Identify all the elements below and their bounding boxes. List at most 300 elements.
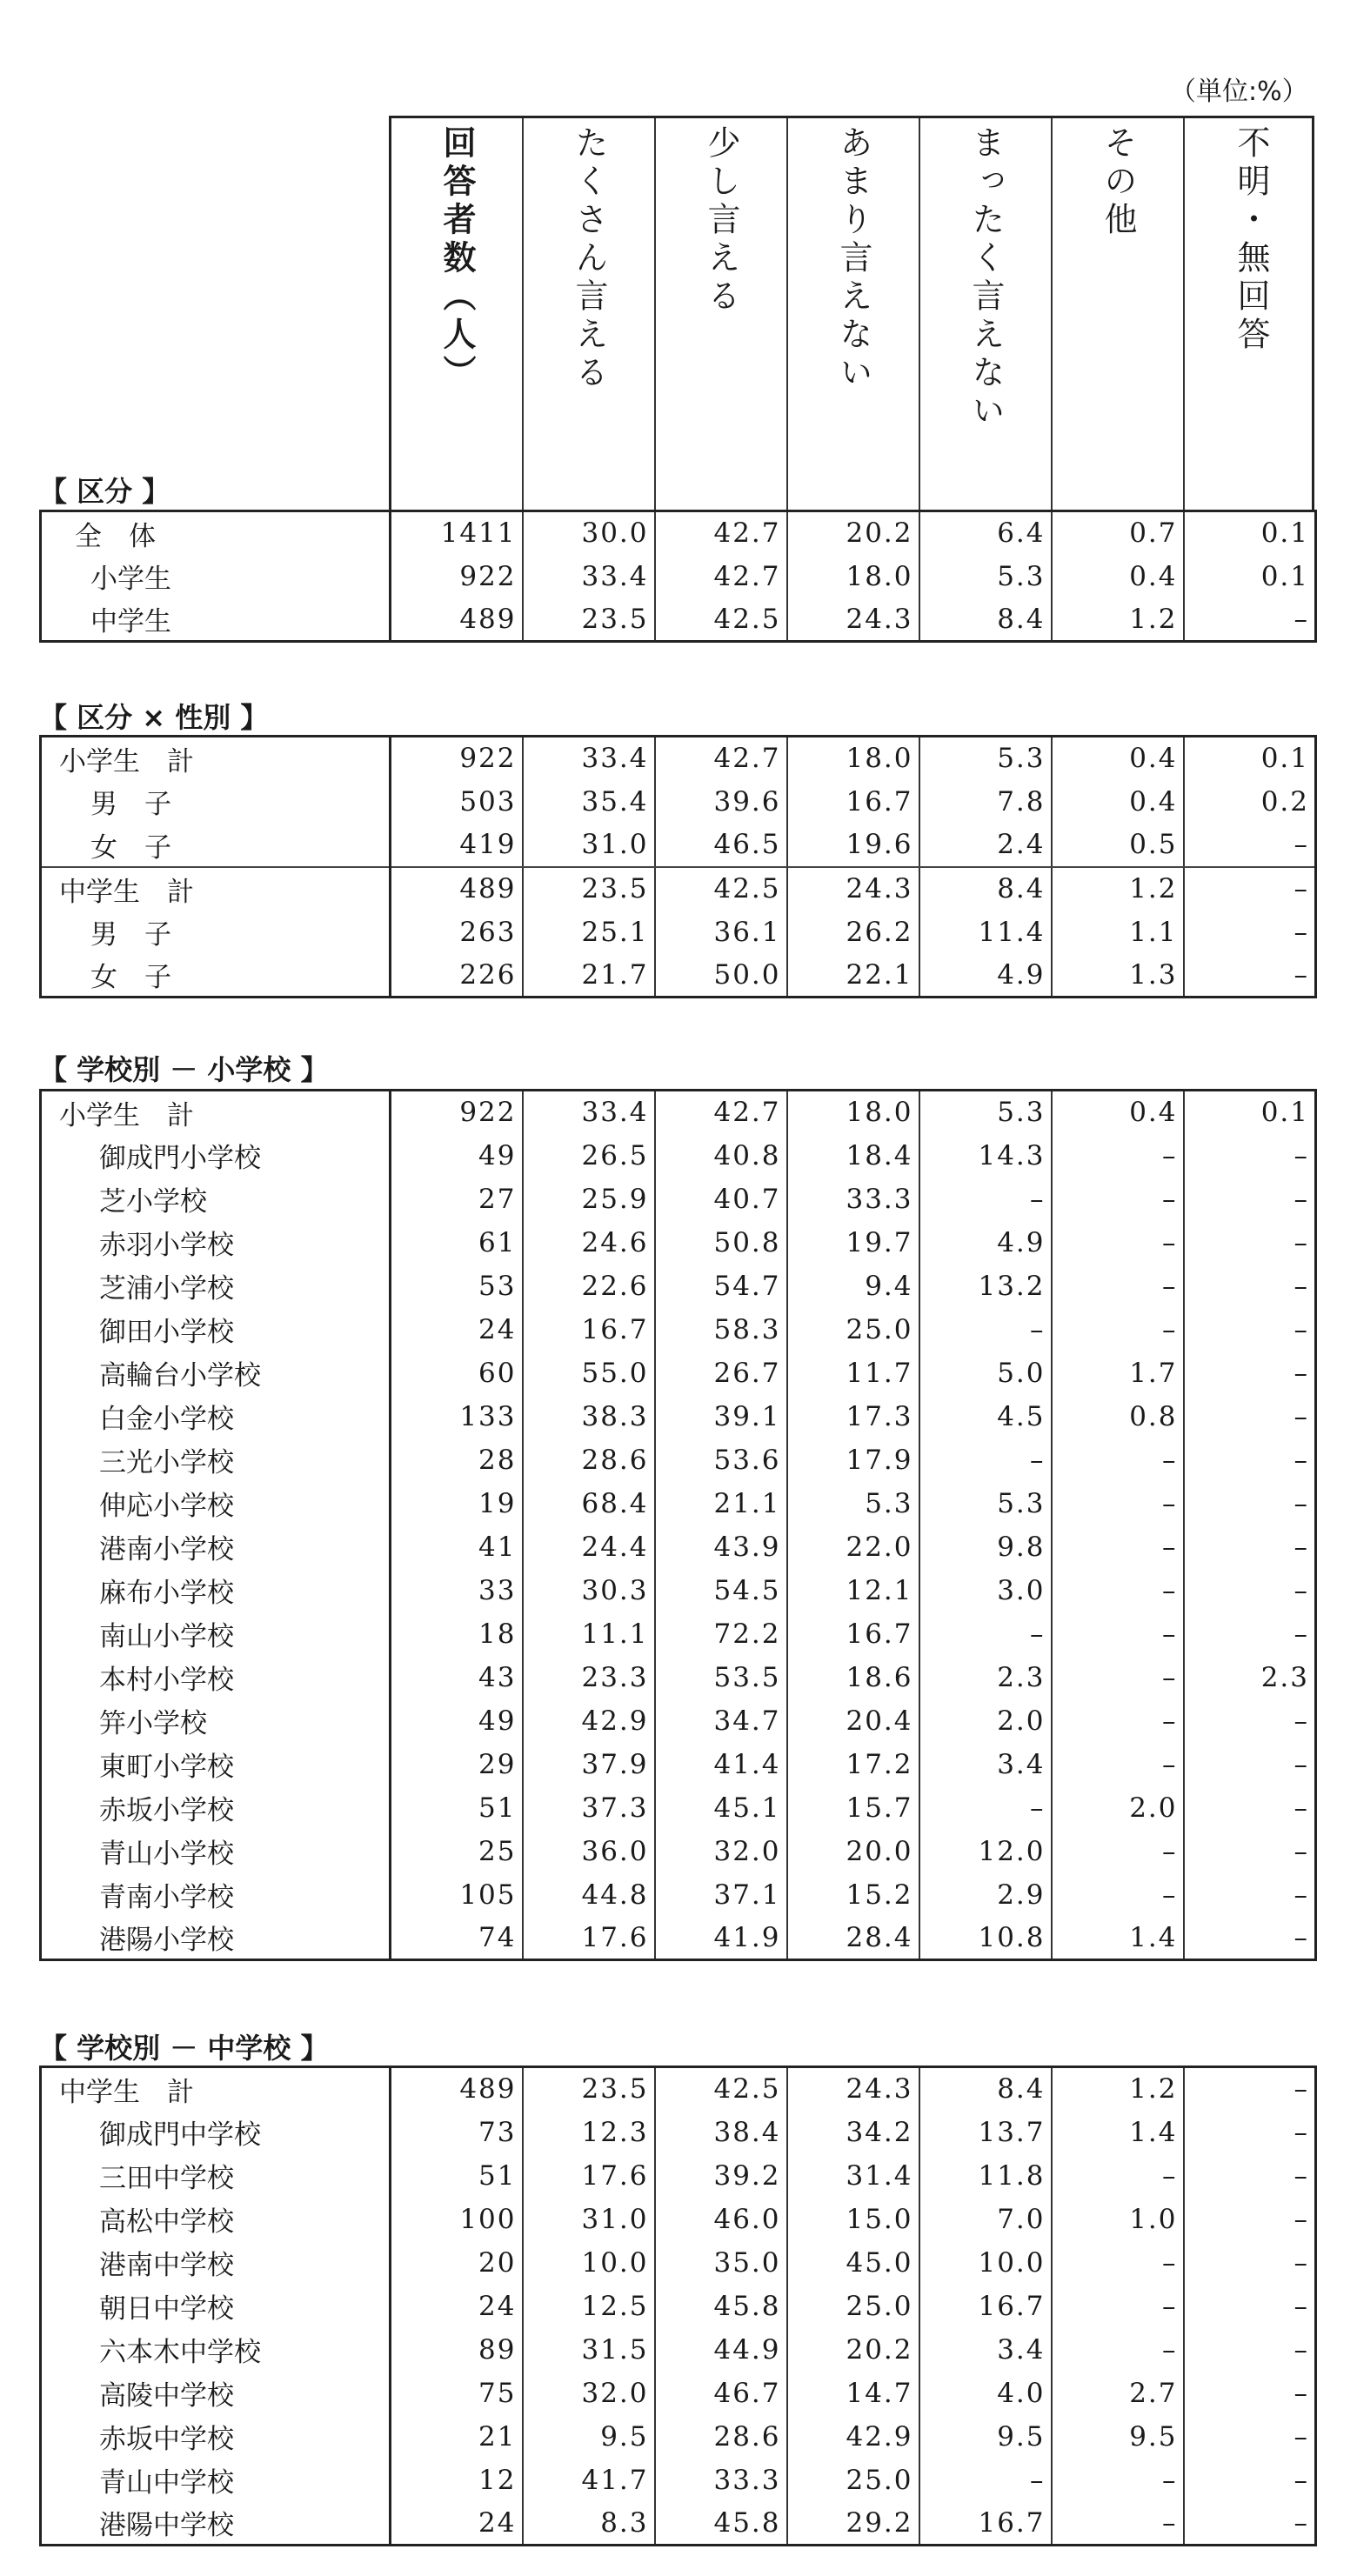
data-table [39,735,1317,998]
cell-value: 0.4 [1052,780,1184,824]
cell-value: 263 [391,911,523,954]
cell-value: 1.2 [1052,867,1184,911]
cell-value: 37.3 [523,1786,655,1830]
cell-value: 1411 [391,511,523,555]
table-row [41,511,1316,555]
cell-value: 0.1 [1260,1097,1309,1129]
table-row [41,2067,1316,2111]
table-row [41,1091,1316,1134]
cell-value: 11.7 [787,1351,919,1395]
table-row [41,1873,1316,1917]
row-label: 小学生 計 [41,737,391,780]
cell-value: – [1052,1873,1184,1917]
cell-value: 2.0 [919,1699,1052,1743]
cell-value: 26.5 [523,1134,655,1178]
cell-value: 1.4 [1052,1917,1184,1960]
table-row [41,780,1316,824]
cell-value: 12.3 [523,2111,655,2154]
cell-value: – [1052,2285,1184,2328]
table-row [41,598,1316,642]
cell-value: 5.3 [919,1091,1052,1134]
table-row [41,911,1316,954]
table-row [41,1917,1316,1960]
cell-value: – [1052,1612,1184,1656]
cell-value: – [1052,2241,1184,2285]
cell-value: – [1293,1444,1309,1476]
cell-value: 100 [391,2198,523,2241]
col-not-much: あまり言えない [788,118,920,511]
cell-value: 17.6 [523,1917,655,1960]
cell-value: 50.0 [655,954,787,998]
table-row [41,954,1316,998]
cell-value: 26.2 [787,911,919,954]
row-label: 御成門小学校 [41,1134,391,1178]
table-row [41,1308,1316,1351]
cell-value: – [1052,2328,1184,2372]
cell-value: 24.3 [787,867,919,911]
cell-value: 20 [391,2241,523,2285]
cell-value: 15.7 [787,1786,919,1830]
cell-value: – [1293,2159,1309,2192]
cell-value: 20.2 [787,511,919,555]
cell-value: 6.4 [919,511,1052,555]
cell-value: – [1293,1183,1309,1215]
cell-value: 2.4 [919,824,1052,867]
cell-value: 39.1 [655,1395,787,1438]
col-respondents: 回答者数（人） [391,118,524,511]
row-label: 三光小学校 [41,1438,391,1482]
cell-value: 1.2 [1052,598,1184,642]
cell-value: 42.7 [655,1091,787,1134]
cell-value: 21.7 [523,954,655,998]
cell-value: 41.7 [523,2459,655,2502]
cell-value: 0.1 [1260,743,1309,775]
cell-value: 39.6 [655,780,787,824]
cell-value: – [919,1178,1052,1221]
cell-value: 17.6 [523,2154,655,2198]
cell-value: – [1052,1265,1184,1308]
cell-value: – [1293,2203,1309,2235]
table-row [41,1699,1316,1743]
row-label: 港南中学校 [41,2241,391,2285]
cell-value: 226 [391,954,523,998]
table-row [41,1438,1316,1482]
cell-value: – [1052,1830,1184,1873]
table-row [41,2198,1316,2241]
table-row [41,1178,1316,1221]
cell-value: 1.3 [1052,954,1184,998]
cell-value: – [1052,1482,1184,1525]
cell-value: 42.7 [655,737,787,780]
cell-value: 25.0 [787,1308,919,1351]
col-none: まったく言えない [920,118,1053,511]
cell-value: 28.4 [787,1917,919,1960]
cell-value: 4.0 [919,2372,1052,2415]
cell-value: – [1052,2459,1184,2502]
cell-value: 36.1 [655,911,787,954]
cell-value: – [1293,1357,1309,1389]
cell-value: – [1293,1835,1309,1867]
cell-value: 5.3 [919,1482,1052,1525]
cell-value: 0.1 [1260,560,1309,592]
cell-value: – [1293,2246,1309,2279]
cell-value: 18.4 [787,1134,919,1178]
cell-value: 9.8 [919,1525,1052,1569]
row-label: 東町小学校 [41,1743,391,1786]
cell-value: 42.5 [655,598,787,642]
table-row [41,1786,1316,1830]
cell-value: – [1293,916,1309,948]
cell-value: 9.5 [1052,2415,1184,2459]
cell-value: 42.9 [787,2415,919,2459]
cell-value: – [1052,2154,1184,2198]
row-label: 三田中学校 [41,2154,391,2198]
cell-value: 0.4 [1052,1091,1184,1134]
cell-value: 1.1 [1052,911,1184,954]
cell-value: 14.7 [787,2372,919,2415]
table-row [41,2241,1316,2285]
row-label: 中学生 [41,598,391,642]
row-label: 青山小学校 [41,1830,391,1873]
cell-value: 8.4 [919,598,1052,642]
cell-value: 105 [391,1873,523,1917]
cell-value: 73 [391,2111,523,2154]
cell-value: 11.8 [919,2154,1052,2198]
cell-value: 31.4 [787,2154,919,2198]
cell-value: 43.9 [655,1525,787,1569]
cell-value: 419 [391,824,523,867]
cell-value: 45.1 [655,1786,787,1830]
cell-value: – [1184,824,1316,867]
cell-value: – [1052,1221,1184,1265]
cell-value: 12.1 [787,1569,919,1612]
cell-value: 2.3 [919,1656,1052,1699]
cell-value: 41 [391,1525,523,1569]
data-table [39,1089,1317,1961]
row-label: 南山小学校 [41,1612,391,1656]
cell-value: 42.9 [523,1699,655,1743]
cell-value: 22.1 [787,954,919,998]
cell-value: – [1293,1139,1309,1171]
cell-value: 41.4 [655,1743,787,1786]
row-label: 中学生 計 [41,867,391,911]
cell-value: 1.2 [1052,2067,1184,2111]
cell-value: – [1293,2506,1309,2539]
cell-value: 24.6 [523,1221,655,1265]
cell-value: 45.8 [655,2502,787,2546]
cell-value: 4.5 [919,1395,1052,1438]
cell-value: – [1052,1656,1184,1699]
cell-value: 22.6 [523,1265,655,1308]
cell-value: 3.0 [919,1569,1052,1612]
cell-value: – [919,1308,1052,1351]
table-row [41,555,1316,598]
cell-value: 25.9 [523,1178,655,1221]
cell-value: 24.4 [523,1525,655,1569]
cell-value: 51 [391,2154,523,2198]
cell-value: – [1293,1226,1309,1258]
cell-value: 4.9 [919,1221,1052,1265]
cell-value: – [1052,1525,1184,1569]
cell-value: 13.7 [919,2111,1052,2154]
cell-value: 18.0 [787,555,919,598]
cell-value: – [1293,1487,1309,1519]
cell-value: 20.0 [787,1830,919,1873]
table-row [41,1221,1316,1265]
cell-value: 45.8 [655,2285,787,2328]
cell-value: 32.0 [655,1830,787,1873]
table-row [41,2111,1316,2154]
cell-value: – [919,1612,1052,1656]
data-table [39,510,1317,643]
cell-value: 5.3 [787,1482,919,1525]
cell-value: – [1052,1699,1184,1743]
cell-value: – [1293,1879,1309,1911]
cell-value: 11.1 [523,1612,655,1656]
table-row [41,1656,1316,1699]
row-label: 麻布小学校 [41,1569,391,1612]
cell-value: 60 [391,1351,523,1395]
section-title: 【 区分 × 性別 】 [39,701,269,734]
row-label: 高陵中学校 [41,2372,391,2415]
cell-value: 15.2 [787,1873,919,1917]
cell-value: 51 [391,1786,523,1830]
cell-value: 75 [391,2372,523,2415]
cell-value: 29.2 [787,2502,919,2546]
cell-value: 53 [391,1265,523,1308]
row-label: 御田小学校 [41,1308,391,1351]
table-row [41,2372,1316,2415]
cell-value: – [1293,1792,1309,1824]
cell-value: 33.3 [787,1178,919,1221]
row-label: 小学生 計 [41,1091,391,1134]
cell-value: 46.0 [655,2198,787,2241]
table-row [41,2328,1316,2372]
cell-value: 16.7 [919,2502,1052,2546]
cell-value: 922 [391,737,523,780]
cell-value: 9.5 [523,2415,655,2459]
cell-value: 24 [391,1308,523,1351]
cell-value: 17.2 [787,1743,919,1786]
col-many: たくさん言える [524,118,656,511]
cell-value: 33.4 [523,737,655,780]
cell-value: 53.5 [655,1656,787,1699]
cell-value: 23.3 [523,1656,655,1699]
cell-value: – [1293,2073,1309,2106]
row-label: 港陽小学校 [41,1917,391,1960]
cell-value: 44.8 [523,1873,655,1917]
cell-value: 27 [391,1178,523,1221]
cell-value: 18.0 [787,737,919,780]
row-label: 中学生 計 [41,2067,391,2111]
row-label: 芝浦小学校 [41,1265,391,1308]
cell-value: 28 [391,1438,523,1482]
cell-value: – [1052,1743,1184,1786]
row-label: 青山中学校 [41,2459,391,2502]
cell-value: 61 [391,1221,523,1265]
cell-value: – [1293,1748,1309,1780]
row-label: 港南小学校 [41,1525,391,1569]
table-row [41,2502,1316,2546]
cell-value: 30.3 [523,1569,655,1612]
cell-value: 44.9 [655,2328,787,2372]
cell-value: 35.4 [523,780,655,824]
cell-value: 8.4 [919,2067,1052,2111]
cell-value: 18.0 [787,1091,919,1134]
section-title: 【 区分 】 [39,475,170,508]
cell-value: 17.9 [787,1438,919,1482]
section-title: 【 学校別 － 中学校 】 [39,2032,329,2065]
cell-value: 20.2 [787,2328,919,2372]
cell-value: 54.7 [655,1265,787,1308]
cell-value: 489 [391,2067,523,2111]
cell-value: 89 [391,2328,523,2372]
cell-value: 31.0 [523,2198,655,2241]
cell-value: – [1293,603,1309,635]
cell-value: – [1293,1574,1309,1606]
cell-value: 0.7 [1052,511,1184,555]
col-some: 少し言える [656,118,788,511]
cell-value: 12 [391,2459,523,2502]
row-label: 御成門中学校 [41,2111,391,2154]
row-label: 小学生 [41,555,391,598]
cell-value: 489 [391,598,523,642]
cell-value: 503 [391,780,523,824]
row-label: 男 子 [41,911,391,954]
cell-value: 12.0 [919,1830,1052,1873]
cell-value: 24 [391,2502,523,2546]
cell-value: 50.8 [655,1221,787,1265]
table-row [41,2285,1316,2328]
cell-value: 7.8 [919,780,1052,824]
cell-value: 14.3 [919,1134,1052,1178]
cell-value: 34.7 [655,1699,787,1743]
cell-value: 17.3 [787,1395,919,1438]
row-label: 朝日中学校 [41,2285,391,2328]
cell-value: 23.5 [523,2067,655,2111]
cell-value: 2.7 [1052,2372,1184,2415]
cell-value: 20.4 [787,1699,919,1743]
cell-value: 8.4 [919,867,1052,911]
table-row [41,1743,1316,1786]
table-row [41,2154,1316,2198]
cell-value: 42.5 [655,2067,787,2111]
table-row [41,2459,1316,2502]
row-label: 伸応小学校 [41,1482,391,1525]
cell-value: 10.8 [919,1917,1052,1960]
cell-value: 46.7 [655,2372,787,2415]
cell-value: 19 [391,1482,523,1525]
table-row [41,1395,1316,1438]
cell-value: 1.0 [1052,2198,1184,2241]
cell-value: – [1052,1438,1184,1482]
section-title: 【 学校別 － 小学校 】 [39,1053,329,1086]
row-label: 高松中学校 [41,2198,391,2241]
row-label: 女 子 [41,954,391,998]
cell-value: 42.7 [655,555,787,598]
cell-value: 31.5 [523,2328,655,2372]
cell-value: 74 [391,1917,523,1960]
cell-value: 19.6 [787,824,919,867]
cell-value: 24.3 [787,2067,919,2111]
cell-value: 45.0 [787,2241,919,2285]
row-label: 高輪台小学校 [41,1351,391,1395]
cell-value: 24.3 [787,598,919,642]
cell-value: – [1293,1313,1309,1345]
row-label: 青南小学校 [41,1873,391,1917]
cell-value: – [1293,2116,1309,2148]
table-row [41,1525,1316,1569]
col-other: その他 [1053,118,1185,511]
cell-value: 12.5 [523,2285,655,2328]
cell-value: 53.6 [655,1438,787,1482]
row-label: 全 体 [41,511,391,555]
cell-value: 2.9 [919,1873,1052,1917]
column-header [389,116,1314,511]
cell-value: 13.2 [919,1265,1052,1308]
cell-value: 9.4 [787,1265,919,1308]
cell-value: 33.3 [655,2459,787,2502]
cell-value: 7.0 [919,2198,1052,2241]
cell-value: 55.0 [523,1351,655,1395]
cell-value: 3.4 [919,1743,1052,1786]
row-label: 笄小学校 [41,1699,391,1743]
cell-value: 37.1 [655,1873,787,1917]
cell-value: 34.2 [787,2111,919,2154]
cell-value: – [1293,1400,1309,1432]
cell-value: 38.4 [655,2111,787,2154]
cell-value: 37.9 [523,1743,655,1786]
cell-value: 8.3 [523,2502,655,2546]
cell-value: 0.2 [1260,785,1309,818]
table-row [41,737,1316,780]
cell-value: 5.0 [919,1351,1052,1395]
cell-value: 31.0 [523,824,655,867]
cell-value: – [1052,2502,1184,2546]
cell-value: 133 [391,1395,523,1438]
cell-value: 5.3 [919,555,1052,598]
cell-value: 42.7 [655,511,787,555]
cell-value: 0.4 [1052,555,1184,598]
cell-value: 38.3 [523,1395,655,1438]
cell-value: 54.5 [655,1569,787,1612]
cell-value: 24 [391,2285,523,2328]
cell-value: 922 [391,1091,523,1134]
cell-value: 9.5 [919,2415,1052,2459]
cell-value: – [1293,2377,1309,2409]
cell-value: 72.2 [655,1612,787,1656]
cell-value: 19.7 [787,1221,919,1265]
cell-value: 18 [391,1612,523,1656]
cell-value: – [919,1438,1052,1482]
cell-value: – [919,2459,1052,2502]
row-label: 女 子 [41,824,391,867]
cell-value: – [1293,1921,1309,1953]
table-row [41,824,1316,867]
cell-value: – [1293,2464,1309,2496]
table-row [41,1830,1316,1873]
table-row [41,1265,1316,1308]
table-row [41,1351,1316,1395]
cell-value: 68.4 [523,1482,655,1525]
table-row [41,1134,1316,1178]
cell-value: 43 [391,1656,523,1699]
cell-value: – [1293,2290,1309,2322]
cell-value: 16.7 [919,2285,1052,2328]
cell-value: – [1052,1134,1184,1178]
cell-value: 41.9 [655,1917,787,1960]
cell-value: 25.1 [523,911,655,954]
